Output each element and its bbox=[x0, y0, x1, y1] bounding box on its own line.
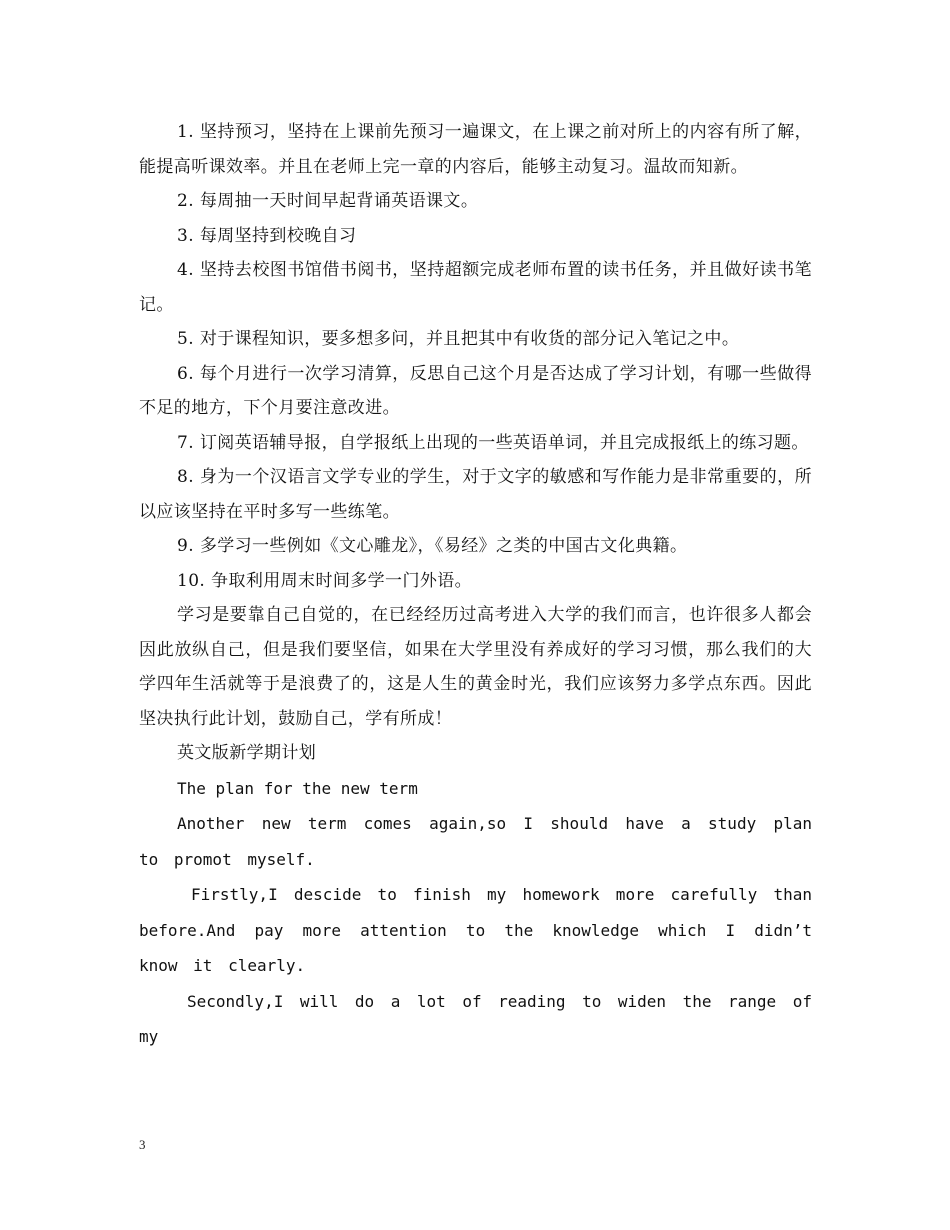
plan-item-6: 6. 每个月进行一次学习清算，反思自己这个月是否达成了学习计划，有哪一些做得不足的地方，下个月要注意改进。 bbox=[139, 363, 812, 418]
plan-item-7: 7. 订阅英语辅导报，自学报纸上出现的一些英语单词，并且完成报纸上的练习题。 bbox=[177, 432, 809, 453]
plan-item-10: 10. 争取利用周末时间多学一门外语。 bbox=[177, 570, 473, 591]
plan-item-2: 2. 每周抽一天时间早起背诵英语课文。 bbox=[177, 191, 479, 211]
plan-item-3: 3. 每周坚持到校晚自习 bbox=[177, 225, 357, 246]
plan-item-1: 1. 坚持预习，坚持在上课前先预习一遍课文，在上课之前对所上的内容有所了解，能提高听课效率。并且在老师上完一章的内容后，能够主动复习。温故而知新。 bbox=[139, 122, 812, 177]
document-body bbox=[139, 115, 812, 1055]
page-number: 3 bbox=[139, 1137, 146, 1152]
plan-item-8: 8. 身为一个汉语言文学专业的学生，对于文字的敏感和写作能力是非常重要的，所以应该坚持在平时多写一些练笔。 bbox=[139, 467, 812, 522]
plan-item-9: 9. 多学习一些例如《文心雕龙》，《易经》之类的中国古文化典籍。 bbox=[177, 536, 688, 556]
english-paragraph-3: Secondly,I will do a lot of reading to widen the range of my bbox=[139, 991, 812, 1046]
plan-item-4: 4. 坚持去校图书馆借书阅书，坚持超额完成老师布置的读书任务，并且做好读书笔记。 bbox=[139, 260, 812, 315]
english-title: The plan for the new term bbox=[177, 778, 418, 798]
english-paragraph-1: Another new term comes again,so I should have a study plan to promot myself. bbox=[139, 814, 812, 869]
conclusion-paragraph: 学习是要靠自己自觉的，在已经经历过高考进入大学的我们而言，也许很多人都会因此放纵自己，但是我们要坚信，如果在大学里没有养成好的学习习惯，那么我们的大学四年生活就等于是浪费了的，这是人生的黄金时光，我们应该努力多学点东西。因此坚决执行此计划，鼓励自己，学有所成！ bbox=[139, 605, 812, 729]
plan-item-5: 5. 对于课程知识，要多想多问，并且把其中有收货的部分记入笔记之中。 bbox=[177, 329, 740, 349]
english-paragraph-2: Firstly,I descide to finish my homework more carefully than before.And pay more attention to the knowledge which I didn’t know it clearly. bbox=[139, 885, 812, 975]
section-heading: 英文版新学期计划 bbox=[177, 743, 317, 763]
